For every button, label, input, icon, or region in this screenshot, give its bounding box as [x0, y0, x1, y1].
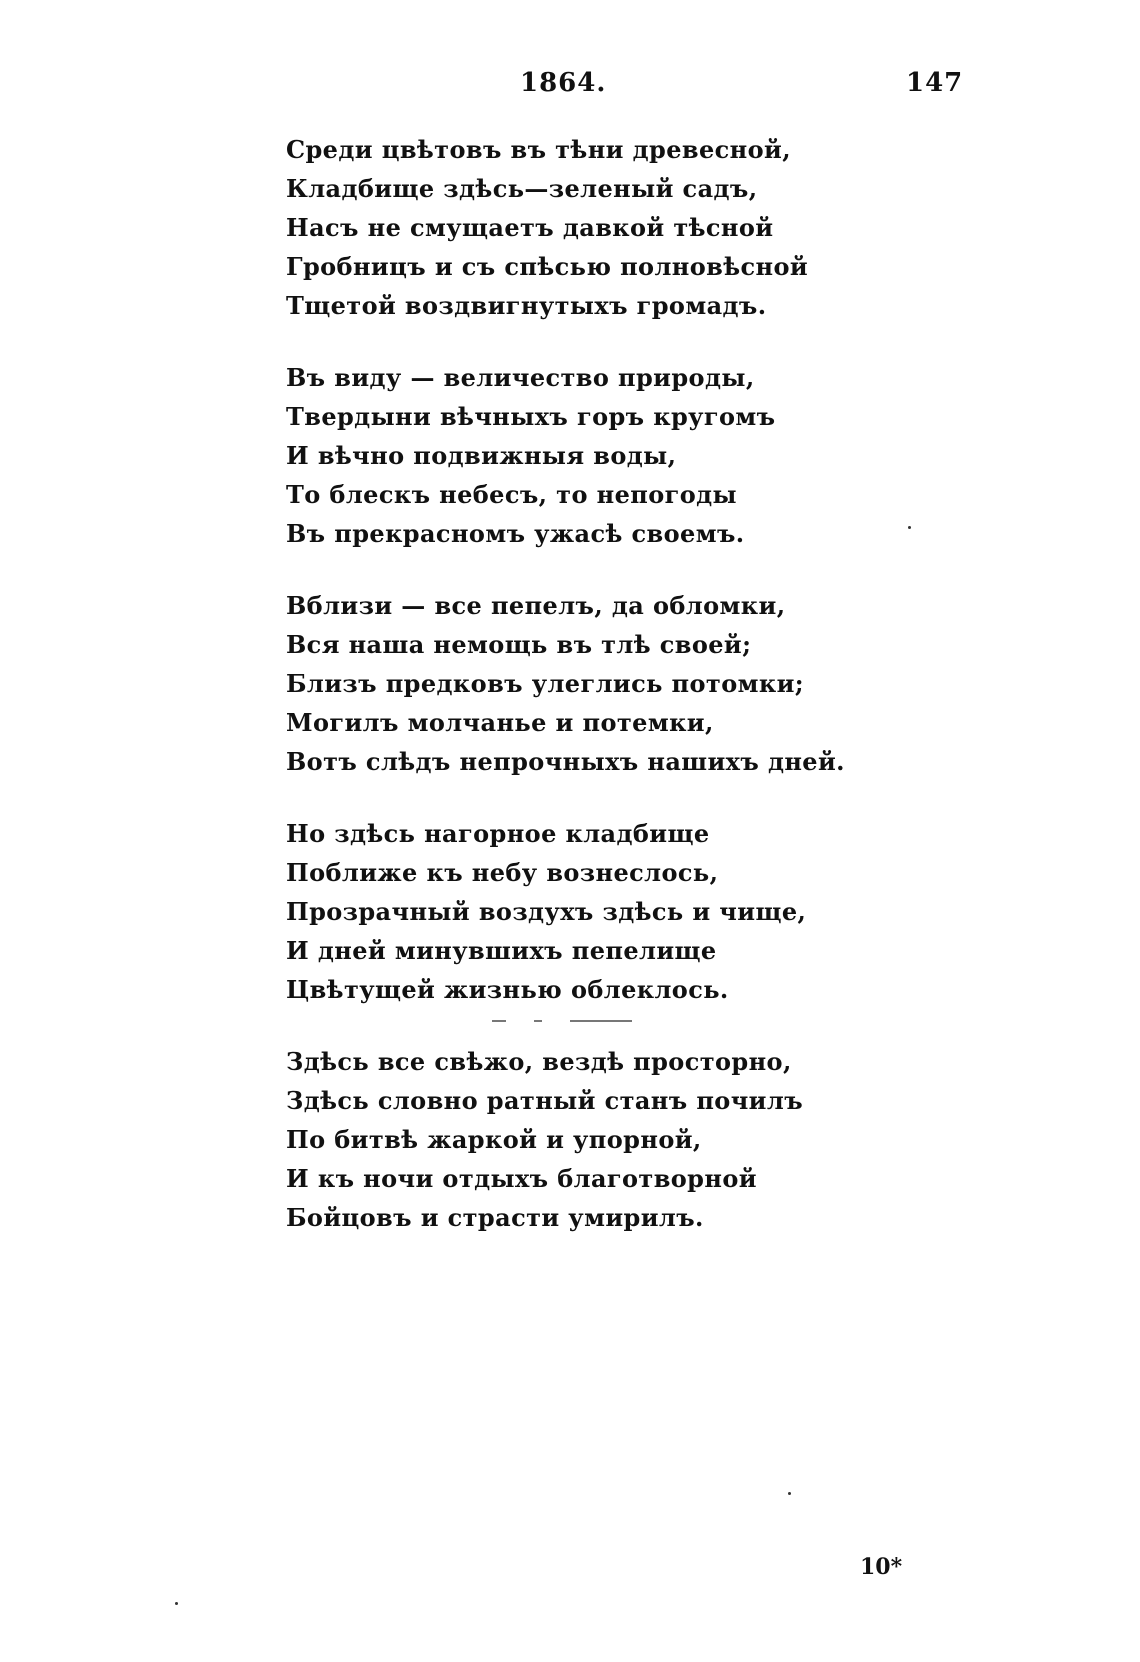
poem-line: Среди цвѣтовъ въ тѣни древесной, [286, 135, 791, 164]
poem-line: Бойцовъ и страсти умирилъ. [286, 1203, 704, 1232]
stanza-5 [286, 1042, 846, 1237]
poem-line: Въ виду — величество природы, [286, 363, 755, 392]
stanza-1 [286, 130, 846, 325]
poem-line: Цвѣтущей жизнью облеклось. [286, 975, 729, 1004]
poem-line: И къ ночи отдыхъ благотворной [286, 1164, 757, 1193]
end-ornament [492, 1018, 632, 1024]
poem-line: Вся наша немощь въ тлѣ своей; [286, 630, 752, 659]
poem [286, 130, 846, 1270]
ornament-dash [492, 1020, 506, 1022]
poem-line: Твердыни вѣчныхъ горъ кругомъ [286, 402, 776, 431]
scan-speck [908, 526, 911, 529]
poem-line: По битвѣ жаркой и упорной, [286, 1125, 702, 1154]
poem-line: Насъ не смущаетъ давкой тѣсной [286, 213, 774, 242]
stanza-2 [286, 358, 846, 553]
signature-mark: 10* [860, 1554, 903, 1580]
scan-speck [175, 1602, 178, 1605]
stanza-3 [286, 586, 846, 781]
poem-line: Вблизи — все пепелъ, да обломки, [286, 591, 786, 620]
stanza-4 [286, 814, 846, 1009]
poem-line: Поближе къ небу вознеслось, [286, 858, 719, 887]
poem-line: Гробницъ и съ спѣсью полновѣсной [286, 252, 809, 281]
poem-line: Здѣсь словно ратный станъ почилъ [286, 1086, 804, 1115]
page-header [0, 60, 1140, 110]
scan-speck [788, 1492, 791, 1495]
poem-line: Но здѣсь нагорное кладбище [286, 819, 710, 848]
ornament-dash [534, 1020, 542, 1022]
poem-line: Здѣсь все свѣжо, вездѣ просторно, [286, 1047, 792, 1076]
poem-line: Вотъ слѣдъ непрочныхъ нашихъ дней. [286, 747, 845, 776]
poem-line: Тщетой воздвигнутыхъ громадъ. [286, 291, 767, 320]
running-head-year: 1864. [520, 68, 607, 98]
ornament-dash [570, 1020, 632, 1022]
page-number: 147 [906, 68, 964, 98]
poem-line: Близъ предковъ улеглись потомки; [286, 669, 805, 698]
poem-line: Могилъ молчанье и потемки, [286, 708, 714, 737]
poem-line: И дней минувшихъ пепелище [286, 936, 717, 965]
poem-line: Въ прекрасномъ ужасѣ своемъ. [286, 519, 745, 548]
poem-line: Прозрачный воздухъ здѣсь и чище, [286, 897, 807, 926]
poem-line: Кладбище здѣсь—зеленый садъ, [286, 174, 758, 203]
poem-line: То блескъ небесъ, то непогоды [286, 480, 737, 509]
poem-line: И вѣчно подвижныя воды, [286, 441, 677, 470]
